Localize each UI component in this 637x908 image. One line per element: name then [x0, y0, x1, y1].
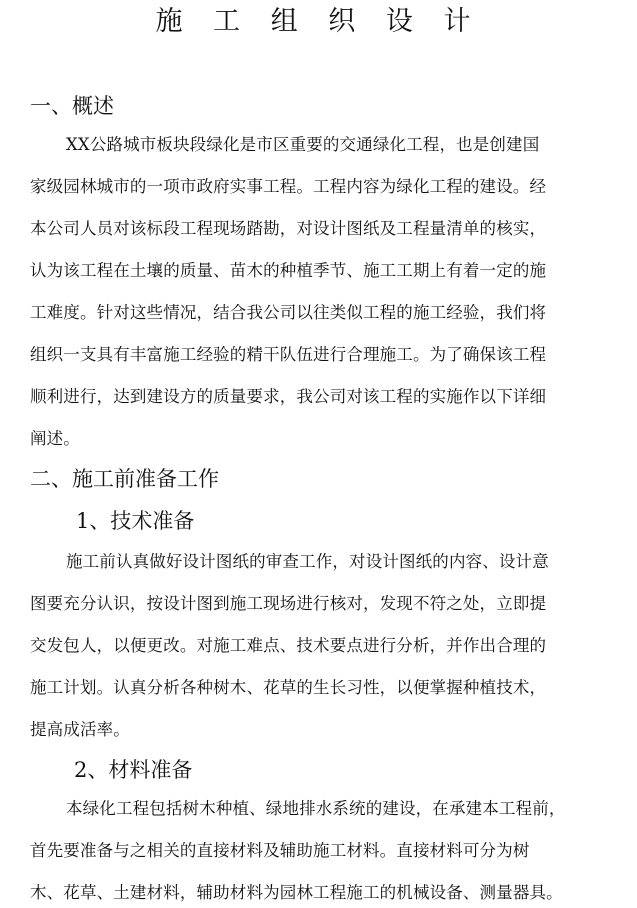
section-1-line-3: 本公司人员对该标段工程现场踏勘，对设计图纸及工程量清单的核实，: [30, 219, 547, 238]
subsection-1-heading: 1、技术准备: [76, 509, 195, 533]
subsection-1-line-1: 施工前认真做好设计图纸的审查工作，对设计图纸的内容、设计意: [66, 552, 549, 571]
section-1-line-1: XX公路城市板块段绿化是市区重要的交通绿化工程，也是创建国: [66, 135, 540, 154]
document-title: 施 工 组 织 设 计: [155, 6, 482, 37]
subsection-1-line-4: 施工计划。认真分析各种树木、花草的生长习性，以便掌握种植技术，: [30, 678, 547, 697]
section-1-line-4: 认为该工程在土壤的质量、苗木的种植季节、施工工期上有着一定的施: [30, 261, 547, 280]
section-1-line-6: 组织一支具有丰富施工经验的精干队伍进行合理施工。为了确保该工程: [30, 345, 547, 364]
subsection-2-line-2: 首先要准备与之相关的直接材料及辅助施工材料。直接材料可分为树: [30, 841, 530, 860]
section-1-line-7: 顺利进行，达到建设方的质量要求，我公司对该工程的实施作以下详细: [30, 387, 547, 406]
subsection-1-line-5: 提高成活率。: [30, 720, 130, 739]
subsection-2-line-1: 本绿化工程包括树木种植、绿地排水系统的建设，在承建本工程前，: [66, 799, 566, 818]
subsection-2-line-3: 木、花草、土建材料，辅助材料为园林工程施工的机械设备、测量器具。: [30, 883, 563, 902]
section-1-line-8: 阐述。: [30, 429, 80, 448]
section-1-heading: 一、概述: [30, 94, 114, 118]
section-1-line-2: 家级园林城市的一项市政府实事工程。工程内容为绿化工程的建设。经: [30, 177, 547, 196]
subsection-1-line-3: 交发包人，以便更改。对施工难点、技术要点进行分析，并作出合理的: [30, 636, 547, 655]
subsection-1-line-2: 图要充分认识，按设计图到施工现场进行核对，发现不符之处，立即提: [30, 594, 547, 613]
section-1-line-5: 工难度。针对这些情况，结合我公司以往类似工程的施工经验，我们将: [30, 303, 547, 322]
subsection-2-heading: 2、材料准备: [74, 758, 193, 782]
section-2-heading: 二、施工前准备工作: [30, 467, 219, 491]
